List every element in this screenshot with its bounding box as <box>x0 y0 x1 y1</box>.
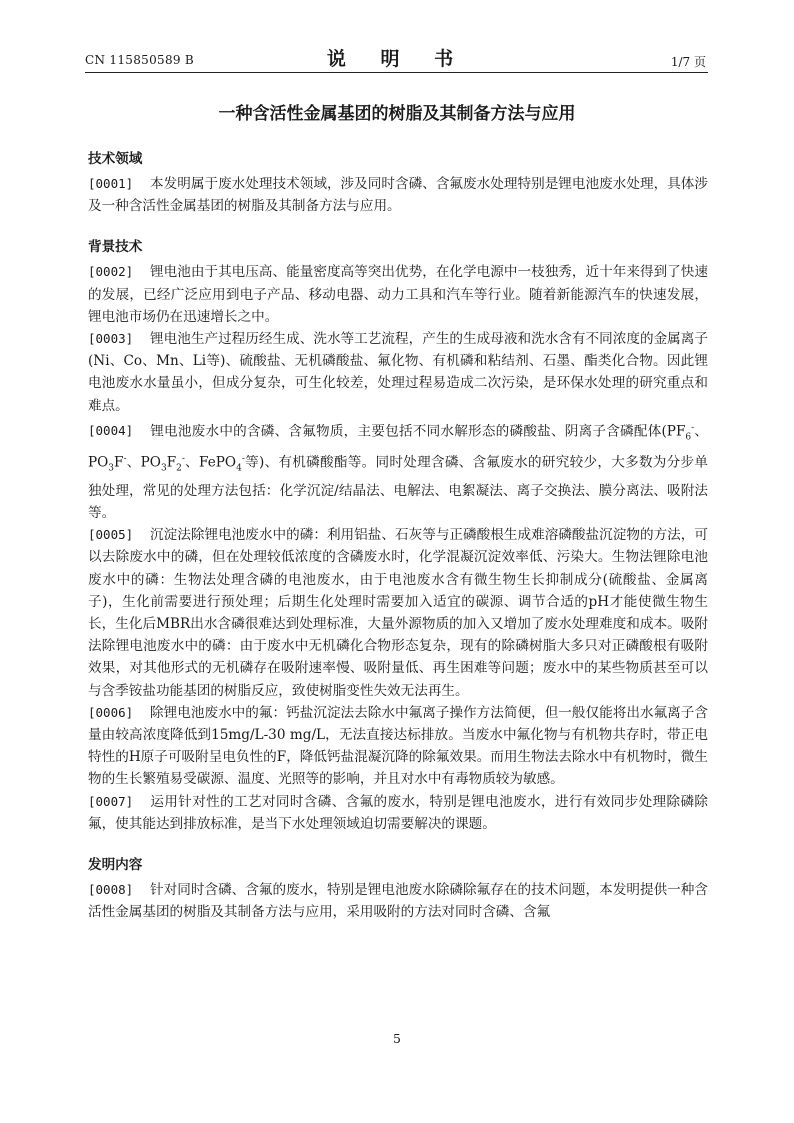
paragraph-0008 <box>88 879 708 923</box>
paragraph-text: 、PO <box>88 423 708 471</box>
paragraph-text: 、PO <box>126 454 161 471</box>
paragraph-text: 本发明属于废水处理技术领域，涉及同时含磷、含氟废水处理特别是锂电池废水处理，具体涉及一种含活性金属基团的树脂及其制备方法与应用。 <box>88 176 708 215</box>
formula-superscript: - <box>691 422 695 433</box>
paragraph-number: [0003] <box>88 331 134 347</box>
header-page-info: 1/7 页 <box>670 55 706 69</box>
paragraph-number: [0004] <box>88 423 134 439</box>
header-rule <box>85 72 708 73</box>
section-gap <box>88 217 708 237</box>
formula-subscript: 3 <box>160 463 167 474</box>
formula-superscript: - <box>241 454 245 465</box>
paragraph-text: 针对同时含磷、含氟的废水，特别是锂电池废水除磷除氟存在的技术问题，本发明提供一种含活性金属基团的树脂及其制备方法与应用，采用吸附的方法对同时含磷、含氟 <box>88 881 708 921</box>
paragraph-number: [0001] <box>88 176 134 191</box>
paragraph-text: 等)、有机磷酸酯等。同时处理含磷、含氟废水的研究较少，大多数为分步单独处理，常见的处理方法包括：化学沉淀/结晶法、电解法、电絮凝法、离子交换法、膜分离法、吸附法等。 <box>88 454 708 521</box>
paragraph-text: F <box>114 454 124 471</box>
footer-page-number: 5 <box>393 1031 401 1046</box>
paragraph-text: 锂电池由于其电压高、能量密度高等突出优势，在化学电源中一枝独秀，近十年来得到了快速的发展，已经广泛应用到电子产品、移动电器、动力工具和汽车等行业。随着新能源汽车的快速发展，锂电池市场仍在迅速增长之中。 <box>88 264 708 325</box>
paragraph-0002 <box>88 261 708 328</box>
section-heading-background: 背景技术 <box>88 239 143 256</box>
paragraph-text: 除锂电池废水中的氟：钙盐沉淀法去除水中氟离子操作方法简便，但一般仅能将出水氟离子含量由较高浓度降低到15mg/L-30 mg/L，无法直接达标排放。当废水中氟化物与有机物共存时，带正电特性的H原子可吸附呈电负性的F，降低钙盐混凝沉降的除氟效果。而用生物法去除水中有机物时，微生物的生长繁殖易受碳源、温度、光照等的影响，并且对水中有毒物质较为敏感。 <box>88 704 708 788</box>
paragraph-number: [0005] <box>88 527 134 543</box>
formula-subscript: 6 <box>685 432 692 443</box>
paragraph-text: 运用针对性的工艺对同时含磷、含氟的废水，特别是锂电池废水，进行有效同步处理除磷除氟，使其能达到排放标准，是当下水处理领域迫切需要解决的课题。 <box>88 793 708 832</box>
document-body <box>88 149 708 923</box>
paragraph-text: 锂电池生产过程历经生成、洗水等工艺流程，产生的生成母液和洗水含有不同浓度的金属离子(Ni、Co、Mn、Li等)、硫酸盐、无机磷酸盐、氟化物、有机磷和粘结剂、石墨、酯类化合物。因此锂电池废水水量虽小，但成分复杂，可生化较差，处理过程易造成二次污染，是环保水处理的研究重点和难点。 <box>88 331 708 414</box>
paragraph-0003 <box>88 328 708 417</box>
formula-superscript: - <box>123 454 127 465</box>
paragraph-text: F <box>166 454 177 471</box>
section-heading-field: 技术领域 <box>88 151 143 167</box>
document-title: 一种含活性金属基团的树脂及其制备方法与应用 <box>218 104 576 124</box>
paragraph-0004 <box>88 417 708 524</box>
paragraph-text: 锂电池废水中的含磷、含氟物质，主要包括不同水解形态的磷酸盐、阴离子含磷配体(PF <box>150 423 686 440</box>
formula-superscript: - <box>181 454 185 465</box>
paragraph-number: [0002] <box>88 264 134 280</box>
paragraph-text: 、FePO <box>184 454 237 471</box>
formula-subscript: 4 <box>236 463 242 474</box>
section-gap <box>88 835 708 855</box>
paragraph-0005 <box>88 524 708 702</box>
paragraph-number: [0008] <box>88 881 134 897</box>
formula-subscript: 3 <box>108 463 115 474</box>
formula-subscript: 2 <box>176 463 182 474</box>
paragraph-text: 沉淀法除锂电池废水中的磷：利用铝盐、石灰等与正磷酸根生成难溶磷酸盐沉淀物的方法，可以去除废水中的磷，但在处理较低浓度的含磷废水时，化学混凝沉淀效率低、污染大。生物法锂除电池废水中的磷：生物法处理含磷的电池废水，由于电池废水含有微生物生长抑制成分(硫酸盐、金属离子)，生化前需要进行预处理；后期生化处理时需要加入适宜的碳源、调节合适的pH才能使微生物生长，生化后MBR出水含磷很难达到处理标准，大量外源物质的加入又增加了废水处理难度和成本。吸附法除锂电池废水中的磷：由于废水中无机磷化合物形态复杂，现有的除磷树脂大多只对正磷酸根有吸附效果，对其他形式的无机磷存在吸附速率慢、吸附量低、再生困难等问题；废水中的某些物质甚至可以与含季铵盐功能基团的树脂反应，致使树脂变性失效无法再生。 <box>88 527 708 699</box>
header-patent-number: CN 115850589 B <box>85 53 195 67</box>
paragraph-number: [0007] <box>88 793 134 809</box>
paragraph-0001 <box>88 173 708 217</box>
paragraph-0007 <box>88 791 708 835</box>
paragraph-number: [0006] <box>88 704 134 720</box>
paragraph-0006 <box>88 702 708 791</box>
section-heading-summary: 发明内容 <box>88 856 143 873</box>
header-doc-type: 说 明 书 <box>326 48 468 70</box>
